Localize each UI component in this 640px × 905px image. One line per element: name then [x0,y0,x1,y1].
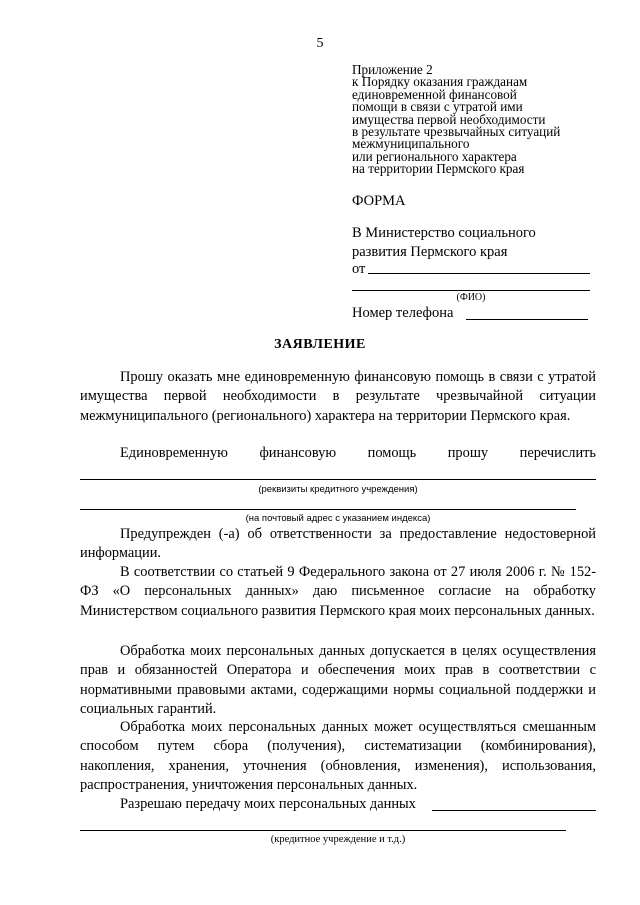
appendix-line: в результате чрезвычайных ситуаций [352,124,561,140]
addressee-line-2: развития Пермского края [352,244,508,260]
paragraph-transfer-permission: Разрешаю передачу моих персональных данных [120,796,416,812]
transfer-permission-line [432,810,596,811]
fio-blank-line [352,290,590,291]
appendix-line: имущества первой необходимости [352,111,546,127]
addressee-block [352,224,536,262]
appendix-header [352,64,560,176]
appendix-line: Приложение 2 [352,62,433,77]
paragraph-request: Прошу оказать мне единовременную финансовую помощь в связи с утратой имущества первой необходимости в результате чрезвычайной ситуации межмуниципального (регионального) характера на территории Пермского края. [80,369,596,424]
paragraph-warning: Предупрежден (-а) об ответственности за предоставление недостоверной информации. [80,526,596,562]
form-label: ФОРМА [352,193,406,209]
from-blank-line [368,273,590,274]
transfer-recipient-caption: (кредитное учреждение и т.д.) [270,834,406,845]
from-label: от [352,261,366,277]
addressee-line-1: В Министерство социального [352,225,536,241]
appendix-line: на территории Пермского края [352,161,525,177]
fio-caption: (ФИО) [456,292,486,303]
appendix-line: или регионального характера [352,148,517,164]
postal-address-line [80,509,576,510]
paragraph-consent: В соответствии со статьей 9 Федерального закона от 27 июля 2006 г. № 152-ФЗ «О персональных данных» даю письменное согласие на обработку Министерством социального развития Пермского края моих персональных данных. [80,564,596,619]
paragraph-processing-purpose: Обработка моих персональных данных допускается в целях осуществления прав и обязанностей Оператора и обеспечения моих прав в соответствии с нормативными правовыми актами, содержащими нормы социальной поддержки и социальных гарантий. [80,643,596,717]
paragraph-transfer: Единовременную финансовую помощь прошу перечислить [120,445,596,461]
appendix-line: помощи в связи с утратой ими [352,99,523,115]
phone-label: Номер телефона [352,305,454,321]
paragraph-processing-method: Обработка моих персональных данных может осуществляться смешанным способом путем сбора (получения), систематизации (комбинирования), накопления, хранения, уточнения (обновления, изменения), использования, распространения, уничтожения персональных данных. [80,719,596,793]
page-number: 5 [316,36,324,51]
appendix-line: межмуниципального [352,136,470,152]
postal-address-caption: (на почтовый адрес с указанием индекса) [245,513,431,524]
document-title: ЗАЯВЛЕНИЕ [274,337,366,352]
bank-details-line [80,479,596,480]
transfer-recipient-line [80,830,566,831]
appendix-line: единовременной финансовой [352,86,517,102]
bank-details-caption: (реквизиты кредитного учреждения) [258,484,418,495]
phone-blank-line [466,319,588,320]
appendix-line: к Порядку оказания гражданам [352,74,528,90]
